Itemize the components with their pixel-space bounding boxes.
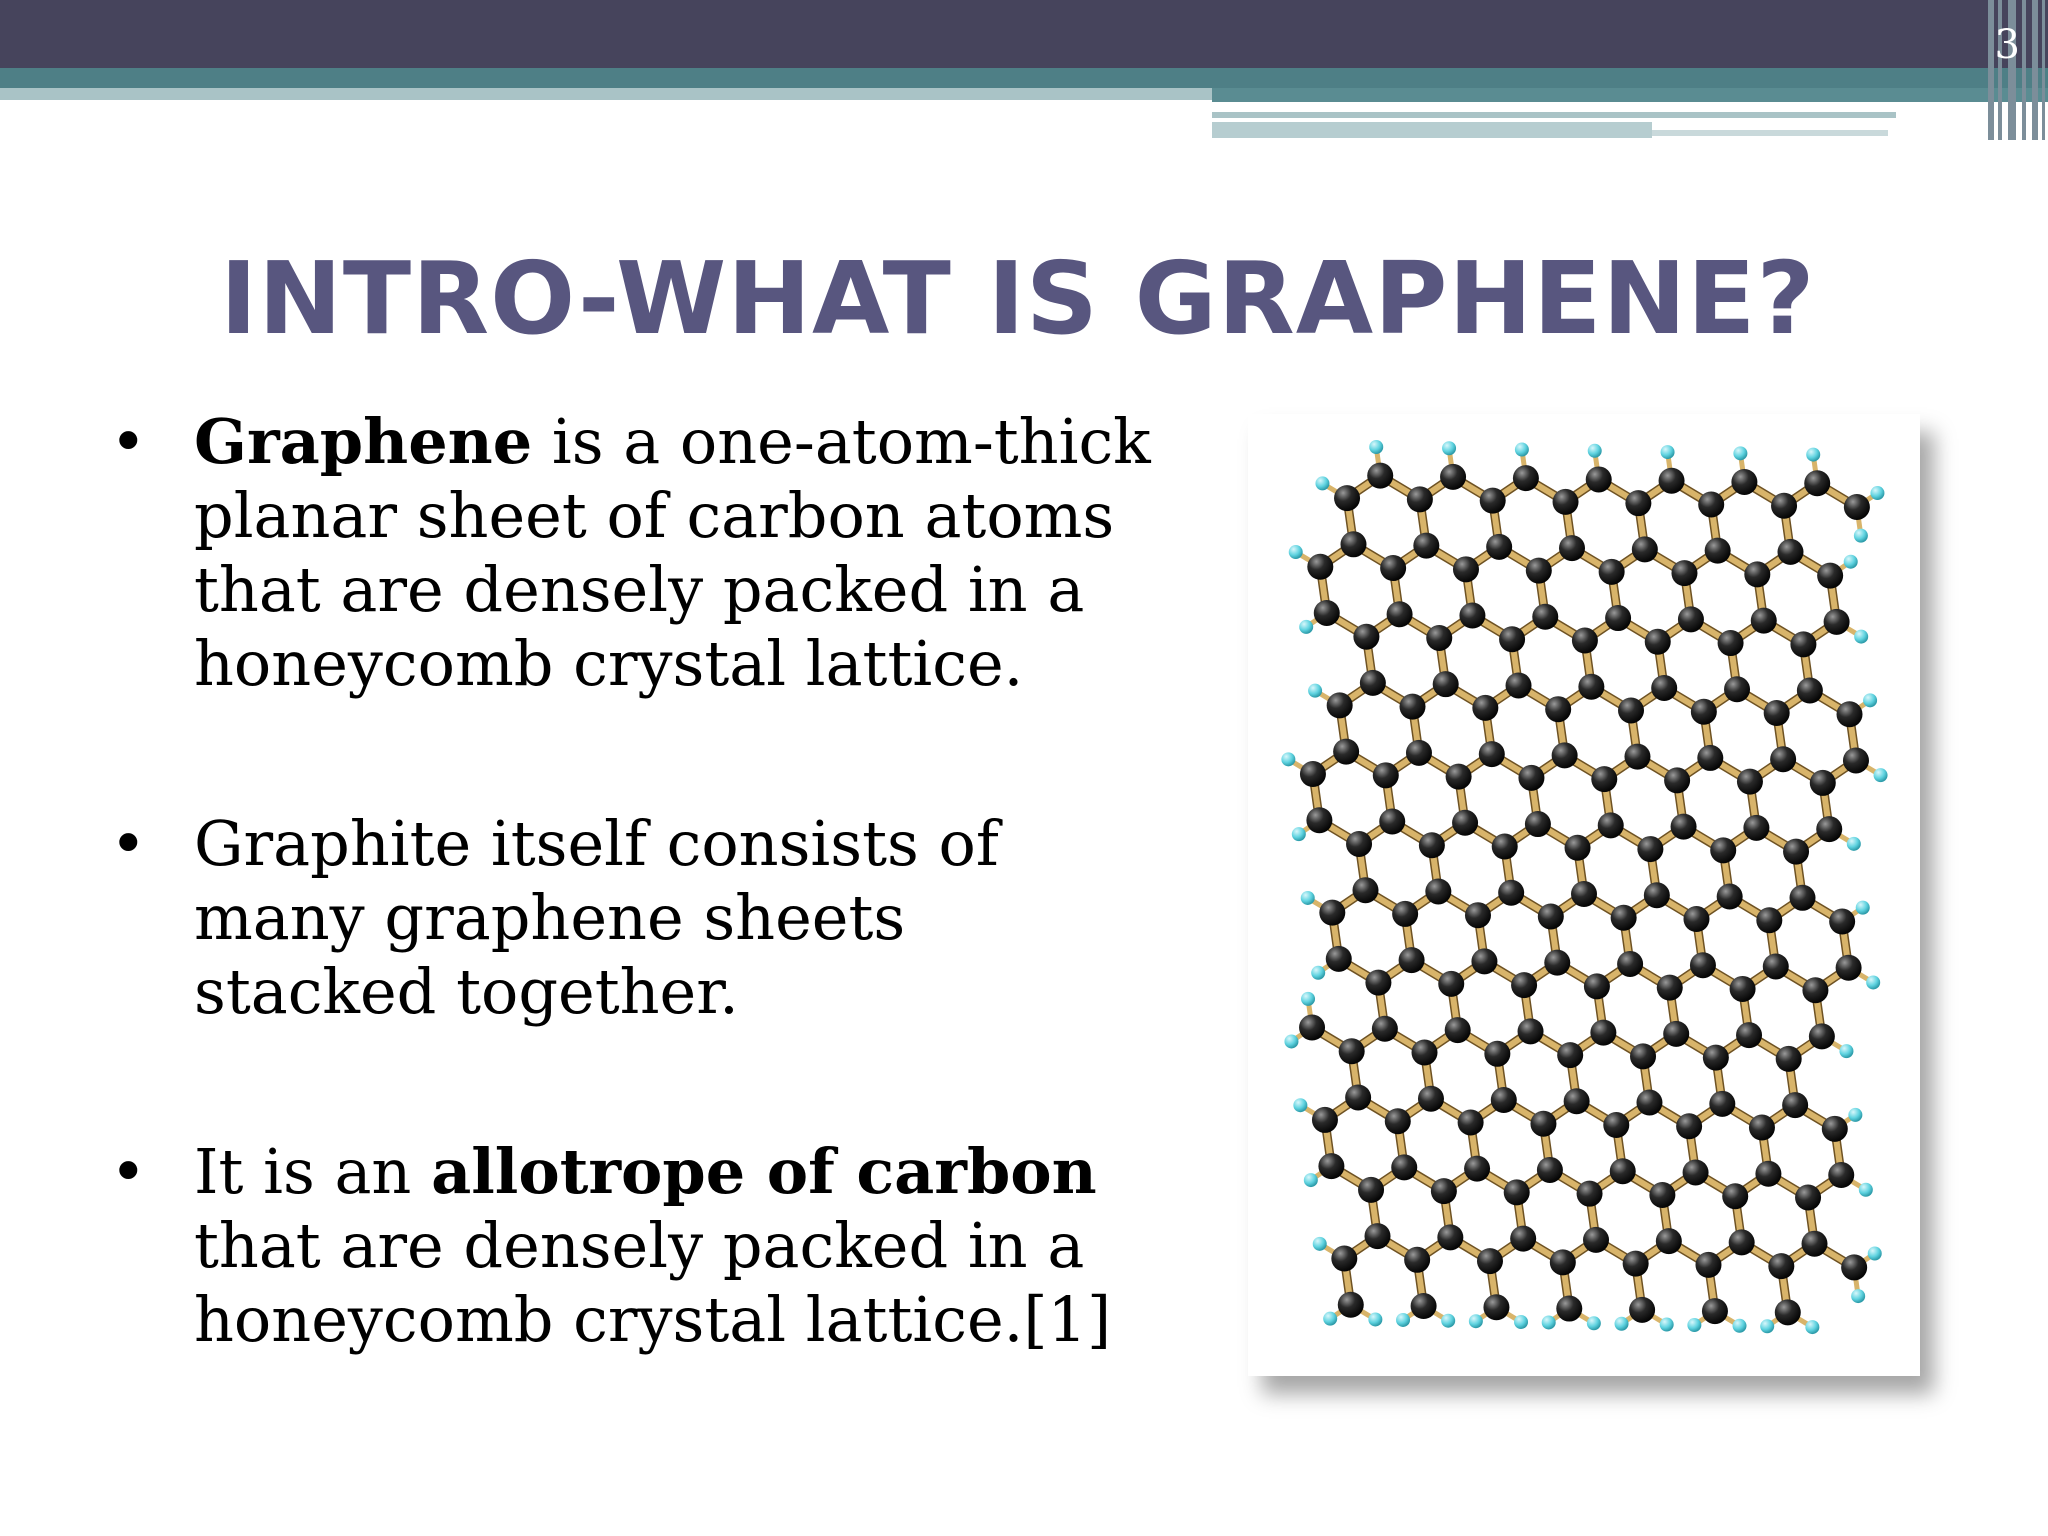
carbon-atom — [1477, 1248, 1503, 1274]
carbon-atom — [1537, 1157, 1563, 1183]
carbon-atom — [1824, 609, 1850, 635]
carbon-atom — [1306, 807, 1332, 833]
carbon-atom — [1770, 746, 1796, 772]
carbon-atom — [1452, 810, 1478, 836]
hydrogen-atom — [1839, 1044, 1853, 1058]
carbon-atom — [1471, 948, 1497, 974]
carbon-atom — [1532, 604, 1558, 630]
carbon-atom — [1552, 742, 1578, 768]
carbon-atom — [1559, 535, 1585, 561]
carbon-atom — [1777, 539, 1803, 565]
carbon-atom — [1743, 815, 1769, 841]
carbon-atom — [1413, 533, 1439, 559]
carbon-atom — [1722, 1183, 1748, 1209]
carbon-atom — [1691, 699, 1717, 725]
carbon-atom — [1644, 882, 1670, 908]
hydrogen-atom — [1805, 1320, 1819, 1334]
carbon-atom — [1385, 1108, 1411, 1134]
carbon-atom — [1418, 1086, 1444, 1112]
carbon-atom — [1717, 884, 1743, 910]
hydrogen-atom — [1874, 768, 1888, 782]
carbon-atom — [1372, 1016, 1398, 1042]
carbon-atom — [1645, 629, 1671, 655]
carbon-atom — [1843, 747, 1869, 773]
carbon-atom — [1729, 1229, 1755, 1255]
carbon-atom — [1530, 1111, 1556, 1137]
hydrogen-atom — [1514, 1315, 1528, 1329]
carbon-atom — [1809, 1023, 1835, 1049]
carbon-atom — [1526, 558, 1552, 584]
carbon-atom — [1816, 816, 1842, 842]
hydrogen-atom — [1687, 1318, 1701, 1332]
carbon-atom — [1718, 630, 1744, 656]
hydrogen-atom — [1396, 1313, 1410, 1327]
carbon-atom — [1525, 811, 1551, 837]
carbon-atom — [1464, 1156, 1490, 1182]
carbon-atom — [1632, 536, 1658, 562]
hydrogen-atom — [1292, 827, 1306, 841]
carbon-atom — [1586, 466, 1612, 492]
carbon-atom — [1690, 952, 1716, 978]
bullet-bold: allotrope of carbon — [431, 1135, 1097, 1208]
carbon-atom — [1544, 950, 1570, 976]
hydrogen-atom — [1661, 445, 1675, 459]
bullet-text: is a one-atom-thick planar sheet of carbon atoms that are densely packed in a honeycomb crystal lattice. — [194, 405, 1151, 700]
carbon-atom — [1697, 745, 1723, 771]
carbon-atom — [1333, 739, 1359, 765]
carbon-atom — [1365, 970, 1391, 996]
carbon-atom — [1406, 740, 1432, 766]
carbon-atom — [1671, 814, 1697, 840]
carbon-atom — [1636, 1090, 1662, 1116]
hydrogen-atom — [1293, 1098, 1307, 1112]
carbon-atom — [1331, 1246, 1357, 1272]
carbon-atom — [1426, 625, 1452, 651]
carbon-atom — [1484, 1041, 1510, 1067]
carbon-atom — [1783, 839, 1809, 865]
carbon-atom — [1618, 697, 1644, 723]
carbon-atom — [1702, 1298, 1728, 1324]
carbon-atom — [1445, 1017, 1471, 1043]
carbon-atom — [1790, 885, 1816, 911]
carbon-atom — [1822, 1116, 1848, 1142]
carbon-atom — [1610, 1158, 1636, 1184]
carbon-atom — [1578, 674, 1604, 700]
hydrogen-atom — [1301, 992, 1315, 1006]
hydrogen-atom — [1847, 837, 1861, 851]
bullet-item — [110, 405, 1160, 701]
hydrogen-atom — [1844, 555, 1858, 569]
carbon-atom — [1625, 490, 1651, 516]
carbon-atom — [1695, 1252, 1721, 1278]
carbon-atom — [1433, 671, 1459, 697]
hydrogen-atom — [1311, 966, 1325, 980]
carbon-atom — [1782, 1092, 1808, 1118]
carbon-atom — [1486, 534, 1512, 560]
carbon-atom — [1492, 834, 1518, 860]
carbon-atom — [1392, 901, 1418, 927]
carbon-atom — [1629, 1297, 1655, 1323]
carbon-atom — [1407, 486, 1433, 512]
carbon-atom — [1391, 1154, 1417, 1180]
carbon-atom — [1599, 559, 1625, 585]
carbon-atom — [1299, 1015, 1325, 1041]
carbon-atom — [1804, 470, 1830, 496]
hydrogen-atom — [1859, 1183, 1873, 1197]
hydrogen-atom — [1863, 693, 1877, 707]
carbon-atom — [1571, 881, 1597, 907]
hydrogen-atom — [1442, 441, 1456, 455]
carbon-atom — [1651, 675, 1677, 701]
carbon-atom — [1360, 670, 1386, 696]
graphene-lattice-icon — [1248, 414, 1920, 1376]
hydrogen-atom — [1308, 684, 1322, 698]
carbon-atom — [1340, 531, 1366, 557]
carbon-atom — [1577, 1181, 1603, 1207]
hydrogen-atom — [1299, 620, 1313, 634]
hydrogen-atom — [1733, 446, 1747, 460]
carbon-atom — [1380, 555, 1406, 581]
carbon-atom — [1565, 835, 1591, 861]
carbon-atom — [1605, 605, 1631, 631]
carbon-atom — [1683, 1159, 1709, 1185]
carbon-atom — [1703, 1045, 1729, 1071]
bullet-list — [110, 405, 1160, 1357]
hydrogen-atom — [1854, 630, 1868, 644]
hydrogen-atom — [1854, 529, 1868, 543]
carbon-atom — [1518, 765, 1544, 791]
header-band-teal — [0, 68, 2048, 88]
carbon-atom — [1737, 769, 1763, 795]
carbon-atom — [1829, 909, 1855, 935]
carbon-atom — [1828, 1162, 1854, 1188]
carbon-atom — [1730, 976, 1756, 1002]
carbon-atom — [1338, 1292, 1364, 1318]
carbon-atom — [1776, 1046, 1802, 1072]
carbon-atom — [1307, 554, 1333, 580]
carbon-atom — [1399, 947, 1425, 973]
bullet-text: that are densely packed in a honeycomb crystal lattice.[1] — [194, 1209, 1112, 1356]
carbon-atom — [1480, 488, 1506, 514]
carbon-atom — [1404, 1247, 1430, 1273]
carbon-atom — [1518, 1018, 1544, 1044]
carbon-atom — [1446, 764, 1472, 790]
carbon-atom — [1810, 770, 1836, 796]
carbon-atom — [1312, 1107, 1338, 1133]
hydrogen-atom — [1304, 1173, 1318, 1187]
hydrogen-atom — [1281, 752, 1295, 766]
hydrogen-atom — [1289, 545, 1303, 559]
carbon-atom — [1724, 676, 1750, 702]
carbon-atom — [1676, 1113, 1702, 1139]
carbon-atom — [1479, 741, 1505, 767]
carbon-atom — [1572, 628, 1598, 654]
hydrogen-atom — [1851, 1289, 1865, 1303]
carbon-atom — [1836, 955, 1862, 981]
carbon-atom — [1657, 975, 1683, 1001]
hydrogen-atom — [1760, 1319, 1774, 1333]
hydrogen-atom — [1615, 1317, 1629, 1331]
bullet-lead: It is an — [194, 1135, 432, 1208]
carbon-atom — [1538, 903, 1564, 929]
carbon-atom — [1664, 767, 1690, 793]
carbon-atom — [1656, 1228, 1682, 1254]
header-band-right — [1212, 88, 2048, 102]
carbon-atom — [1553, 489, 1579, 515]
carbon-atom — [1844, 494, 1870, 520]
carbon-atom — [1411, 1293, 1437, 1319]
carbon-atom — [1326, 946, 1352, 972]
carbon-atom — [1345, 1084, 1371, 1110]
carbon-atom — [1755, 1161, 1781, 1187]
hydrogen-atom — [1733, 1319, 1747, 1333]
bullet-item — [110, 807, 1160, 1029]
carbon-atom — [1556, 1296, 1582, 1322]
carbon-atom — [1353, 624, 1379, 650]
carbon-atom — [1504, 1179, 1530, 1205]
bullet-marker: • — [110, 405, 147, 478]
carbon-atom — [1425, 878, 1451, 904]
hydrogen-atom — [1660, 1318, 1674, 1332]
carbon-atom — [1319, 900, 1345, 926]
carbon-atom — [1506, 672, 1532, 698]
hydrogen-atom — [1284, 1034, 1298, 1048]
carbon-atom — [1334, 485, 1360, 511]
carbon-atom — [1591, 766, 1617, 792]
header-line — [1652, 130, 1888, 136]
carbon-atom — [1736, 1022, 1762, 1048]
carbon-atom — [1437, 1224, 1463, 1250]
carbon-atom — [1705, 538, 1731, 564]
slide-number: 3 — [1994, 22, 2020, 68]
header-vertical-stripes — [1988, 0, 2048, 140]
carbon-atom — [1419, 832, 1445, 858]
carbon-atom — [1659, 468, 1685, 494]
hydrogen-atom — [1866, 975, 1880, 989]
carbon-atom — [1590, 1020, 1616, 1046]
carbon-atom — [1837, 701, 1863, 727]
carbon-atom — [1412, 1040, 1438, 1066]
header-band-light — [0, 88, 1212, 100]
bullet-item — [110, 1135, 1160, 1357]
carbon-atom — [1709, 1091, 1735, 1117]
carbon-atom — [1358, 1177, 1384, 1203]
carbon-atom — [1491, 1087, 1517, 1113]
carbon-atom — [1400, 694, 1426, 720]
carbon-atom — [1771, 493, 1797, 519]
carbon-atom — [1465, 902, 1491, 928]
carbon-atom — [1352, 877, 1378, 903]
hydrogen-atom — [1588, 444, 1602, 458]
carbon-atom — [1379, 809, 1405, 835]
carbon-atom — [1564, 1088, 1590, 1114]
slide-title: INTRO-WHAT IS GRAPHENE? — [220, 240, 1816, 357]
carbon-atom — [1624, 744, 1650, 770]
hydrogen-atom — [1856, 901, 1870, 915]
carbon-atom — [1483, 1294, 1509, 1320]
hydrogen-atom — [1806, 448, 1820, 462]
carbon-atom — [1683, 906, 1709, 932]
hydrogen-atom — [1315, 476, 1329, 490]
hydrogen-atom — [1323, 1312, 1337, 1326]
carbon-atom — [1775, 1299, 1801, 1325]
carbon-atom — [1387, 601, 1413, 627]
carbon-atom — [1637, 836, 1663, 862]
carbon-atom — [1649, 1182, 1675, 1208]
carbon-atom — [1763, 953, 1789, 979]
hydrogen-atom — [1870, 486, 1884, 500]
hydrogen-atom — [1313, 1237, 1327, 1251]
carbon-atom — [1598, 812, 1624, 838]
hydrogen-atom — [1587, 1316, 1601, 1330]
carbon-atom — [1671, 560, 1697, 586]
carbon-atom — [1764, 700, 1790, 726]
graphene-figure — [1248, 414, 1920, 1376]
carbon-atom — [1710, 837, 1736, 863]
carbon-atom — [1768, 1253, 1794, 1279]
carbon-atom — [1440, 464, 1466, 490]
carbon-atom — [1459, 603, 1485, 629]
carbon-atom — [1300, 761, 1326, 787]
carbon-atom — [1438, 971, 1464, 997]
carbon-atom — [1751, 608, 1777, 634]
carbon-atom — [1318, 1153, 1344, 1179]
carbon-atom — [1511, 972, 1537, 998]
carbon-atom — [1749, 1115, 1775, 1141]
carbon-atom — [1550, 1249, 1576, 1275]
carbon-atom — [1314, 600, 1340, 626]
carbon-atom — [1795, 1184, 1821, 1210]
carbon-atom — [1756, 907, 1782, 933]
carbon-atom — [1346, 831, 1372, 857]
carbon-atom — [1499, 626, 1525, 652]
hydrogen-atom — [1301, 891, 1315, 905]
bullet-text: Graphite itself consists of many graphene sheets stacked together. — [194, 807, 999, 1028]
carbon-atom — [1327, 692, 1353, 718]
carbon-atom — [1617, 951, 1643, 977]
carbon-atom — [1623, 1251, 1649, 1277]
header-line — [1212, 112, 1896, 118]
hydrogen-atom — [1848, 1108, 1862, 1122]
carbon-atom — [1841, 1254, 1867, 1280]
hydrogen-atom — [1441, 1314, 1455, 1328]
carbon-atom — [1603, 1112, 1629, 1138]
hydrogen-atom — [1868, 1246, 1882, 1260]
carbon-atom — [1797, 678, 1823, 704]
carbon-atom — [1802, 1231, 1828, 1257]
carbon-atom — [1365, 1223, 1391, 1249]
carbon-atom — [1790, 631, 1816, 657]
carbon-atom — [1453, 556, 1479, 582]
carbon-atom — [1663, 1021, 1689, 1047]
carbon-atom — [1513, 465, 1539, 491]
carbon-atom — [1431, 1178, 1457, 1204]
header-band-dark — [0, 0, 2048, 68]
carbon-atom — [1367, 463, 1393, 489]
hydrogen-atom — [1469, 1314, 1483, 1328]
hydrogen-atom — [1515, 443, 1529, 457]
hydrogen-atom — [1542, 1315, 1556, 1329]
header-line — [1212, 122, 1652, 138]
bullet-marker: • — [110, 807, 147, 880]
carbon-atom — [1802, 977, 1828, 1003]
carbon-atom — [1373, 762, 1399, 788]
carbon-atom — [1545, 696, 1571, 722]
carbon-atom — [1731, 469, 1757, 495]
carbon-atom — [1817, 563, 1843, 589]
bullet-marker: • — [110, 1135, 147, 1208]
carbon-atom — [1472, 695, 1498, 721]
carbon-atom — [1584, 973, 1610, 999]
bullet-bold-lead: Graphene — [194, 405, 533, 478]
carbon-atom — [1339, 1038, 1365, 1064]
hydrogen-atom — [1369, 440, 1383, 454]
carbon-atom — [1583, 1227, 1609, 1253]
carbon-atom — [1458, 1109, 1484, 1135]
carbon-atom — [1698, 491, 1724, 517]
carbon-atom — [1678, 606, 1704, 632]
carbon-atom — [1630, 1043, 1656, 1069]
carbon-atom — [1557, 1042, 1583, 1068]
carbon-atom — [1510, 1226, 1536, 1252]
hydrogen-atom — [1368, 1312, 1382, 1326]
carbon-atom — [1611, 905, 1637, 931]
carbon-atom — [1744, 561, 1770, 587]
carbon-atom — [1498, 880, 1524, 906]
